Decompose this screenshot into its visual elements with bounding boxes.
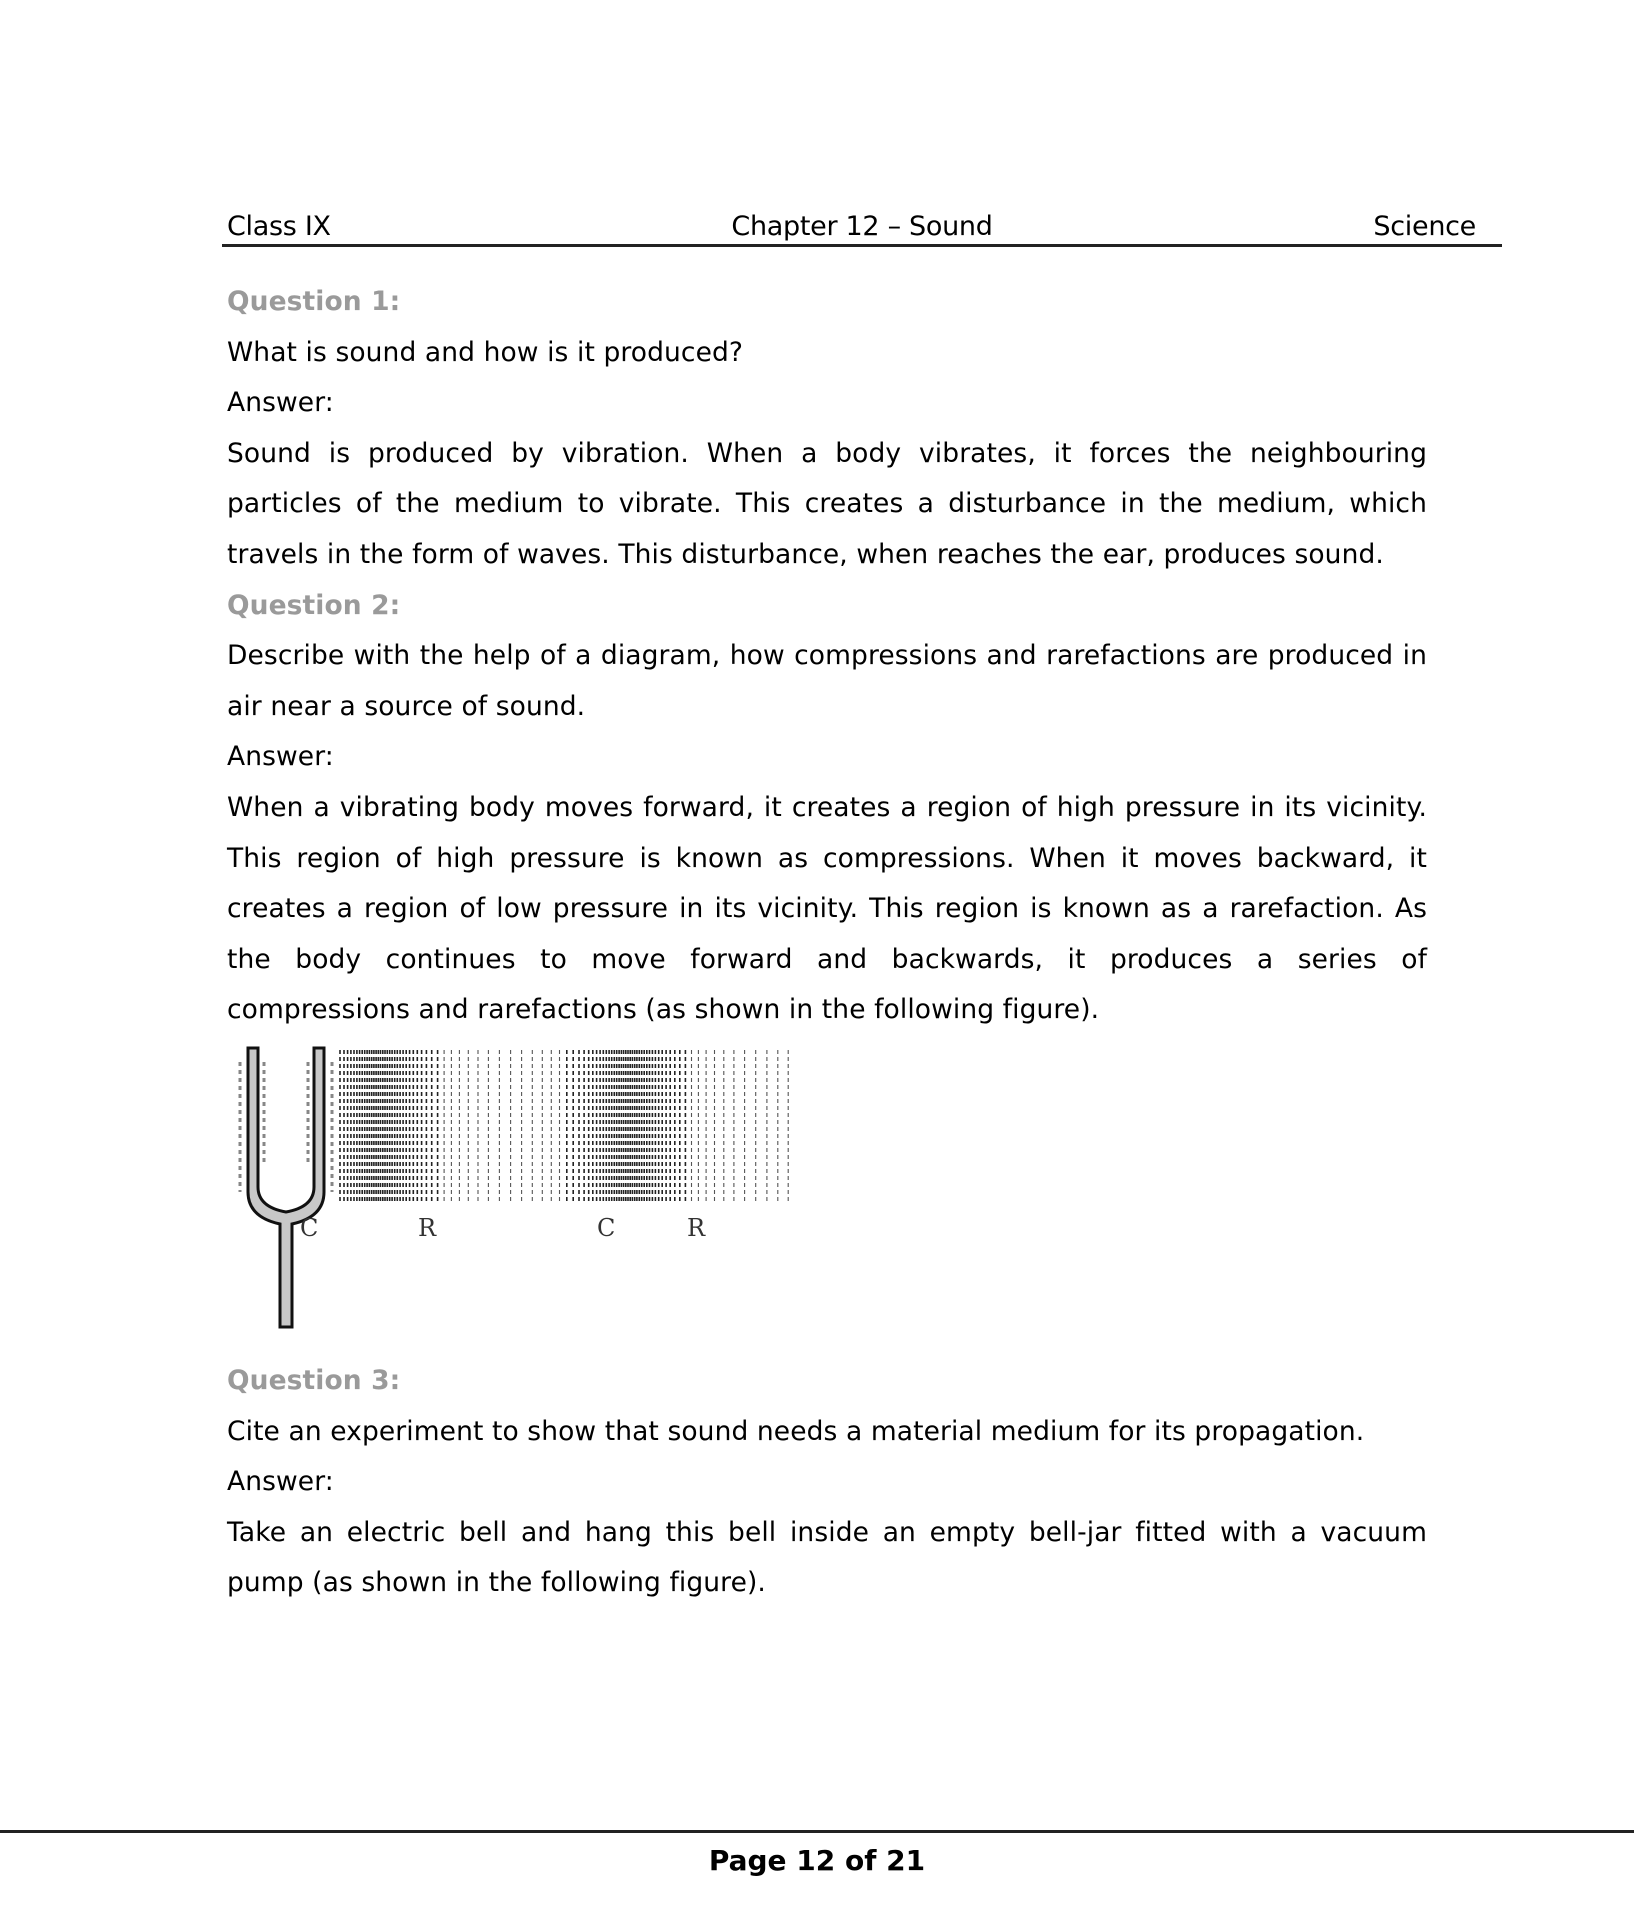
wave-pattern [230,1042,800,1342]
figure-label-rarefaction: R [687,1213,706,1242]
answer-label: Answer: [227,1466,334,1498]
page-content [227,277,1427,1609]
question-block-2 [227,581,1427,1342]
question-text: What is sound and how is it produced? [227,336,744,368]
header-chapter: Chapter 12 – Sound [731,211,993,242]
tuning-fork-icon [240,1048,332,1327]
question-text: Cite an experiment to show that sound needs a material medium for its propagation. [227,1415,1365,1447]
header-divider [222,244,1502,247]
header-subject: Science [1373,211,1476,242]
answer-label: Answer: [227,387,334,419]
page-number: Page 12 of 21 [708,1844,926,1877]
question-heading: Question 3: [227,1364,401,1396]
page-header [222,208,1502,246]
answer-label: Answer: [227,741,334,773]
figure-label-compression: C [300,1213,319,1242]
question-heading: Question 1: [227,286,401,317]
question-block-3 [227,1356,1427,1609]
answer-text: Sound is produced by vibration. When a body vibrates, it forces the neighbouring particles of the medium to vibrate. This creates a disturbance in the medium, which travels in the form of waves. This disturbance, when reaches the ear, produces sound. [227,437,1427,570]
answer-text: Take an electric bell and hang this bell inside an empty bell-jar fitted with a vacuum pump (as shown in the following figure). [227,1516,1427,1599]
header-class: Class IX [227,211,331,242]
answer-text: When a vibrating body moves forward, it creates a region of high pressure in its vicinity. This region of high pressure is known as compressions. When it moves backward, it creates a region of low pressure in its vicinity. This region is known as a rarefaction. As the body continues to move forward and backwards, it produces a series of compressions and rarefactions (as shown in the following figure). [227,791,1427,1026]
compression-rarefaction-figure [230,1042,800,1342]
question-heading: Question 2: [227,589,401,621]
question-block-1 [227,277,1427,581]
footer-divider [0,1830,1634,1833]
figure-label-compression: C [597,1213,616,1242]
question-text: Describe with the help of a diagram, how compressions and rarefactions are produced in air near a source of sound. [227,640,1427,722]
figure-label-rarefaction: R [418,1213,437,1242]
air-particle-lines [340,1050,788,1202]
